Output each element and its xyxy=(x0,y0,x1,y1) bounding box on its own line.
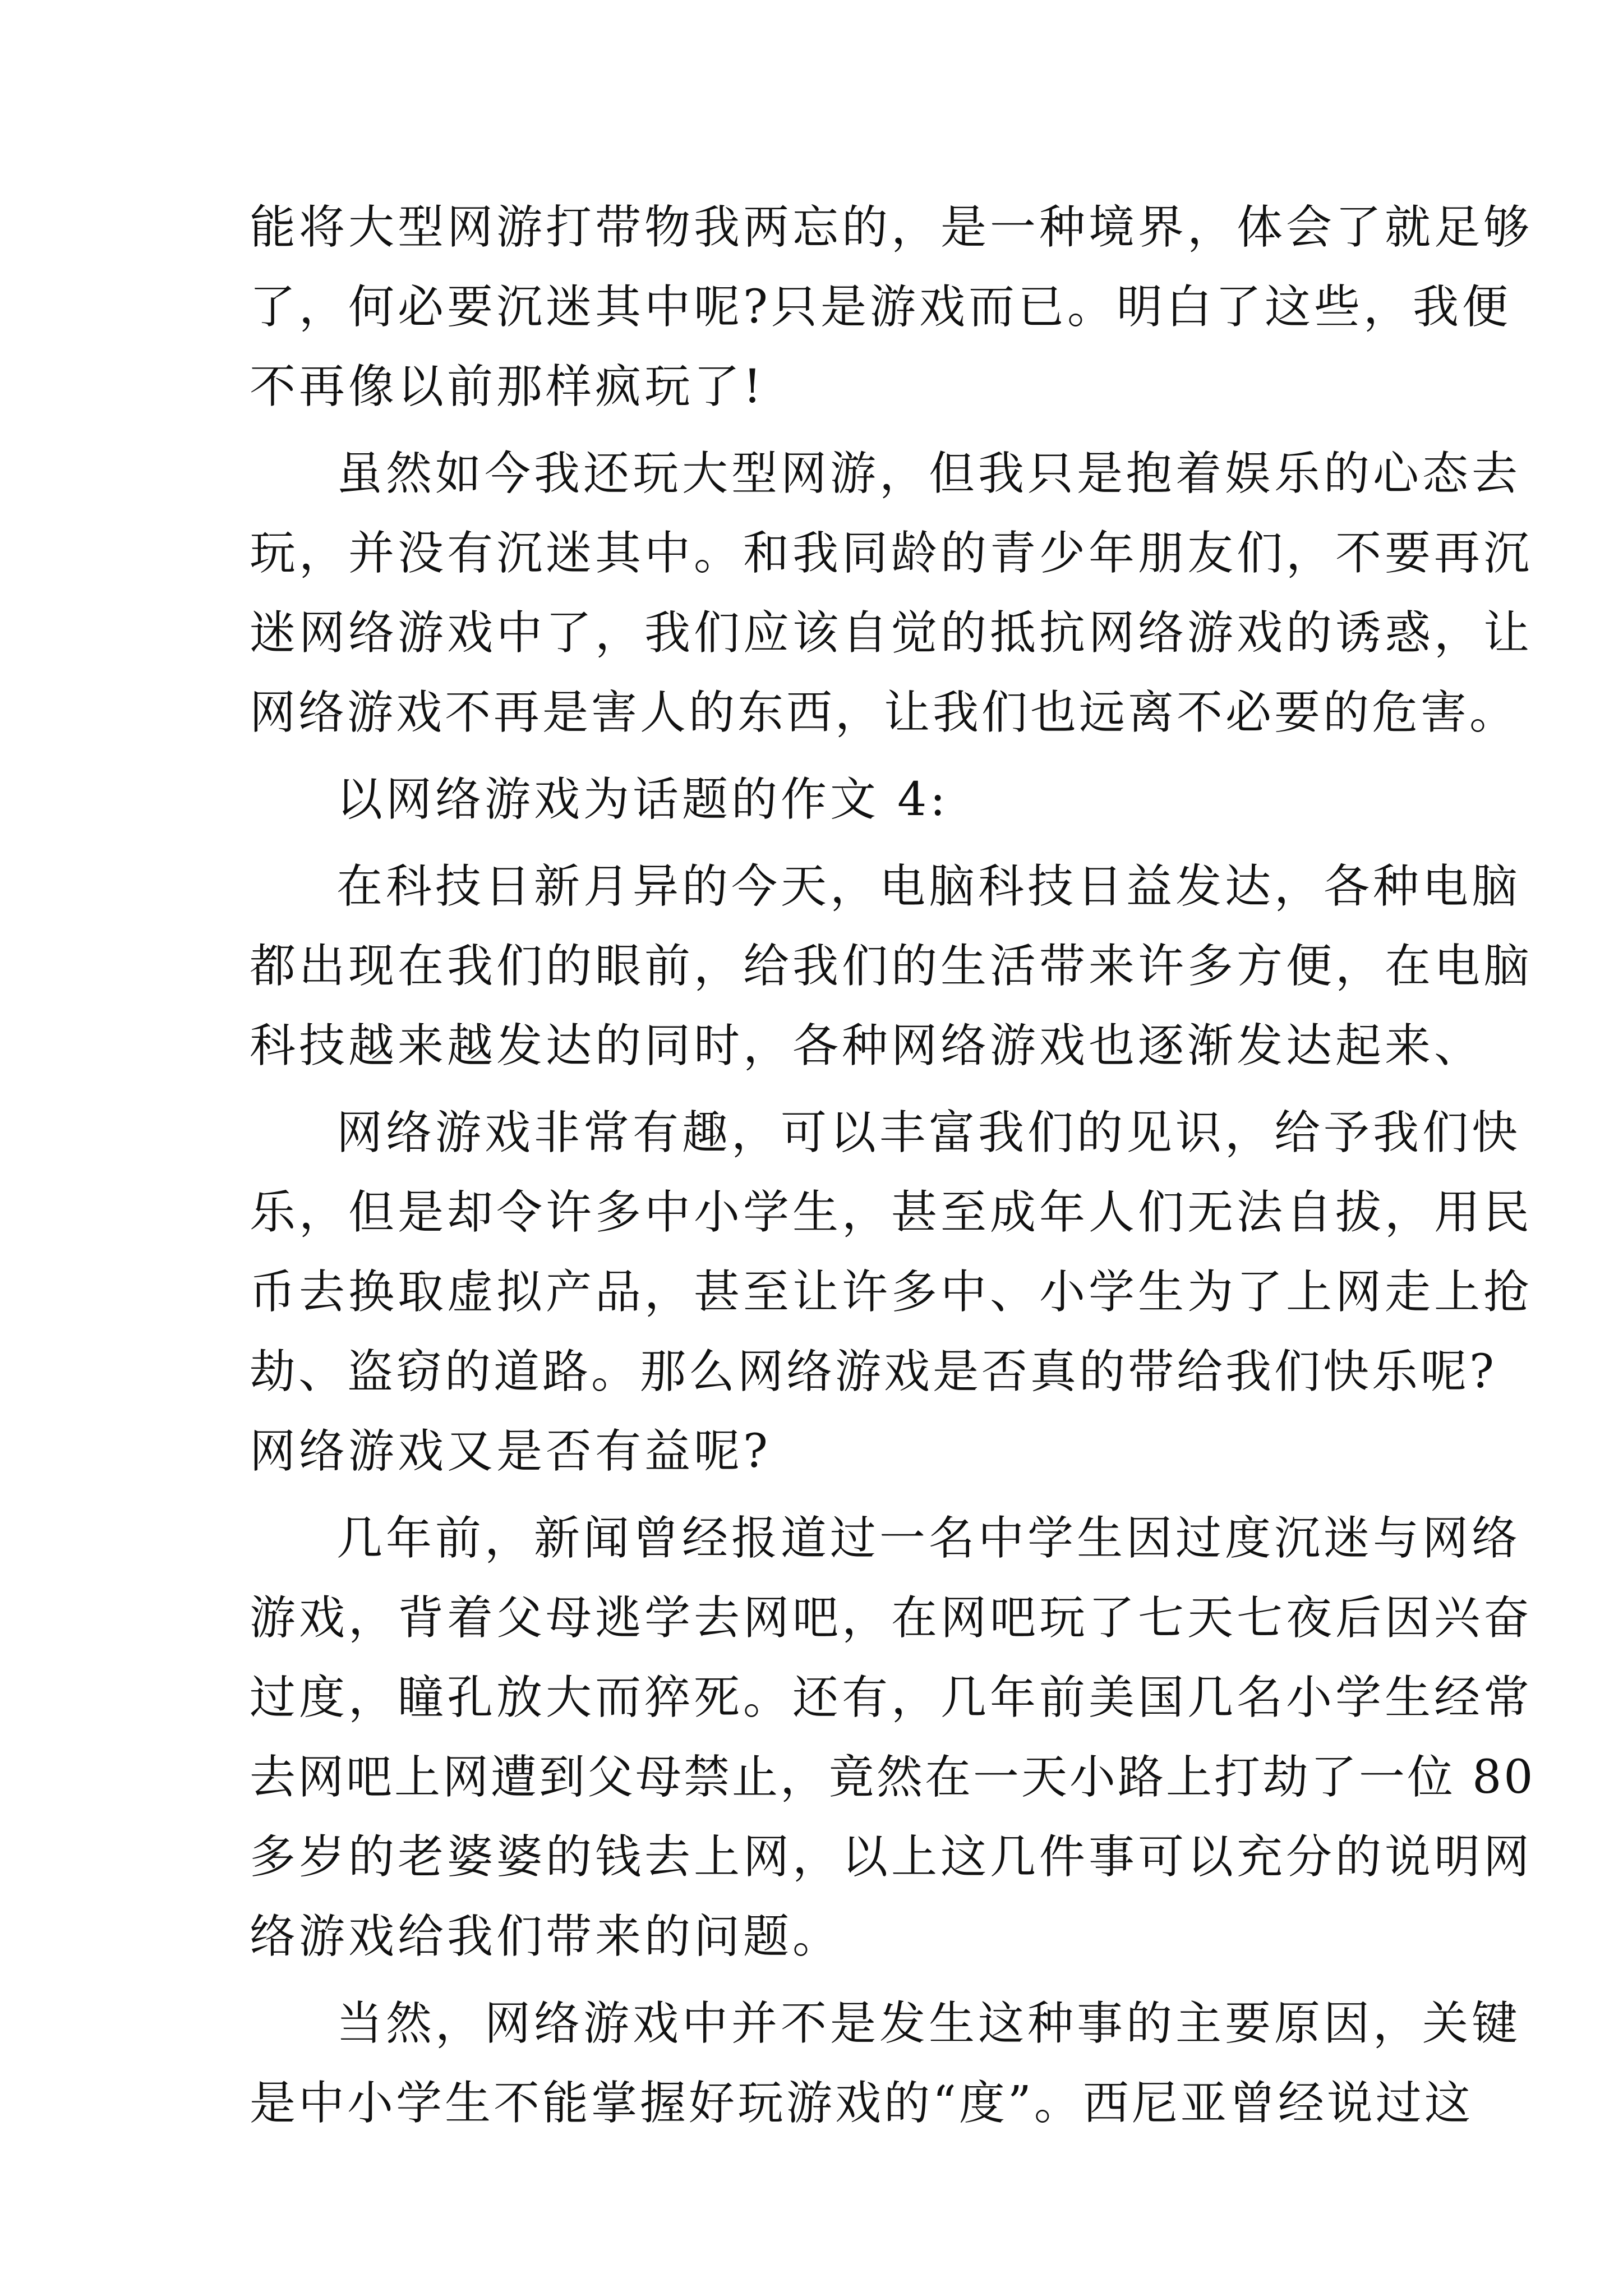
text-line: 币去换取虚拟产品，甚至让许多中、小学生为了上网走上抢 xyxy=(250,1266,1533,1319)
text-line: 去网吧上网遭到父母禁止，竟然在一天小路上打劫了一位 80 xyxy=(250,1751,1536,1804)
text-line: 网络游戏又是否有益呢? xyxy=(250,1425,771,1478)
text-line: 都出现在我们的眼前，给我们的生活带来许多方便，在电脑 xyxy=(250,940,1533,993)
text-line: 不再像以前那样疯玩了! xyxy=(250,360,765,413)
text-line: 过度，瞳孔放大而猝死。还有，几年前美国几名小学生经常 xyxy=(250,1671,1533,1724)
text-line: 了，何必要沉迷其中呢?只是游戏而已。明白了这些，我便 xyxy=(250,280,1511,334)
text-line: 在科技日新月异的今天，电脑科技日益发达，各种电脑 xyxy=(336,860,1521,913)
text-line: 科技越来越发达的同时，各种网络游戏也逐渐发达起来、 xyxy=(250,1019,1484,1073)
text-line: 网络游戏不再是害人的东西，让我们也远离不必要的危害。 xyxy=(250,686,1519,739)
text-line: 迷网络游戏中了，我们应该自觉的抵抗网络游戏的诱惑，让 xyxy=(250,606,1533,660)
section-heading: 以网络游戏为话题的作文 4: xyxy=(336,773,949,826)
body-text xyxy=(250,188,1536,2143)
text-line: 乐，但是却令许多中小学生，甚至成年人们无法自拔，用民 xyxy=(250,1186,1533,1239)
text-line: 是中小学生不能掌握好玩游戏的“度”。西尼亚曾经说过这 xyxy=(250,2077,1473,2130)
text-line: 游戏，背着父母逃学去网吧，在网吧玩了七天七夜后因兴奋 xyxy=(250,1591,1533,1645)
text-line: 络游戏给我们带来的问题。 xyxy=(250,1910,842,1963)
text-line: 虽然如今我还玩大型网游，但我只是抱着娱乐的心态去 xyxy=(336,447,1521,500)
text-line: 几年前，新闻曾经报道过一名中学生因过度沉迷与网络 xyxy=(336,1512,1521,1565)
text-line: 能将大型网游打带物我两忘的，是一种境界，体会了就足够 xyxy=(250,201,1533,254)
text-line: 网络游戏非常有趣，可以丰富我们的见识，给予我们快 xyxy=(336,1106,1521,1159)
text-line: 玩，并没有沉迷其中。和我同龄的青少年朋友们，不要再沉 xyxy=(250,527,1533,580)
text-line: 当然，网络游戏中并不是发生这种事的主要原因，关键 xyxy=(336,1997,1521,2050)
text-line: 劫、盗窃的道路。那么网络游戏是否真的带给我们快乐呢? xyxy=(250,1345,1497,1398)
text-line: 多岁的老婆婆的钱去上网，以上这几件事可以充分的说明网 xyxy=(250,1830,1533,1884)
